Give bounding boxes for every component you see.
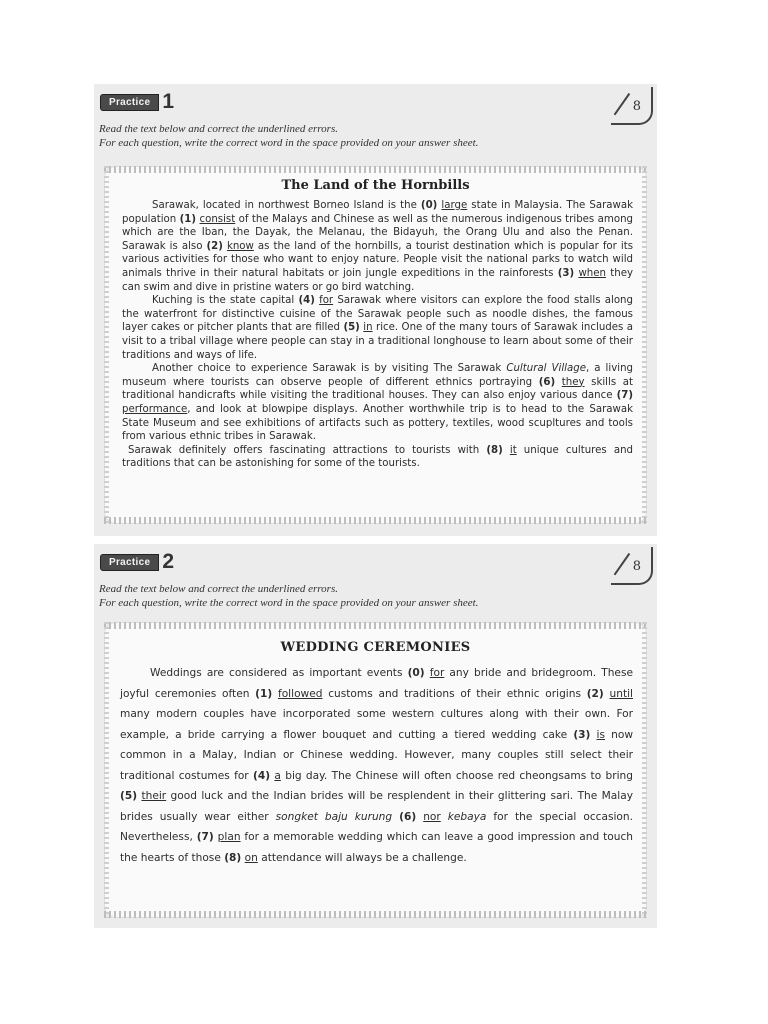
instruction-line-2: For each question, write the correct word in the space provided on your answer sheet. [99, 597, 479, 609]
question-number: (2) [586, 687, 604, 700]
panel-right-border [642, 166, 647, 524]
text-run: of the Malays and Chinese as well as the numerous indigenous tribes among which are the Iban, the Dayak, the Melanau, the Bidayuh, the Orang Ulu and also the Penan. Sarawak is also [122, 213, 633, 252]
practice-1-section [94, 84, 657, 536]
score-total: 8 [632, 559, 641, 574]
underlined-error: know [226, 240, 254, 252]
italic-term: Cultural Village [506, 363, 586, 375]
text-run: , a living museum where tourists can observe people of different ethnics portraying [122, 363, 634, 388]
paragraph [120, 663, 633, 868]
instruction-line-1: Read the text below and correct the underlined errors. [99, 583, 338, 595]
panel-bottom-border [104, 517, 647, 524]
question-number: (5) [343, 322, 360, 334]
question-number: (6) [538, 376, 556, 388]
underlined-error: plan [217, 831, 241, 843]
question-number: (4) [298, 295, 315, 307]
question-number: (7) [196, 831, 214, 843]
text-run: rice. One of the many tours of Sarawak includes a visit to a tribal village where people can stay in a traditional longhouse to learn about some of their traditions and ways of life. [122, 322, 633, 361]
paragraph [122, 199, 633, 294]
italic-term: songket baju kurung [275, 810, 393, 823]
practice-1-tag [100, 90, 175, 113]
underlined-error: for [319, 295, 334, 307]
instruction-line-1: Read the text below and correct the underlined errors. [99, 123, 338, 135]
practice-2-tag [100, 550, 175, 573]
question-number: (0) [420, 200, 438, 211]
underlined-error: consist [199, 213, 236, 225]
paragraph [122, 362, 633, 444]
underlined-error: performance [122, 403, 188, 415]
question-number: (2) [206, 240, 223, 252]
panel-right-border [642, 622, 647, 918]
text-run: for the special occasion. Nevertheless, [120, 810, 633, 843]
question-number: (3) [573, 728, 591, 741]
practice-label: Practice [100, 94, 159, 111]
underlined-error: is [596, 728, 605, 741]
paragraph [122, 444, 633, 471]
score-slash-icon [614, 93, 630, 115]
passage-text [104, 655, 647, 868]
passage-title: The Land of the Hornbills [281, 178, 470, 193]
underlined-error: they [561, 376, 585, 388]
underlined-error: their [141, 790, 167, 802]
underlined-error: until [609, 687, 633, 700]
underlined-error: when [578, 267, 606, 279]
question-number: (5) [120, 790, 138, 802]
practice-number: 1 [162, 90, 175, 113]
practice-2-section [94, 544, 657, 928]
text-run: unique cultures and traditions that can be astonishing for some of the tourists. [122, 444, 633, 470]
passage-title: WEDDING CEREMONIES [280, 640, 471, 655]
practice-number: 2 [162, 550, 175, 573]
paragraph [122, 294, 633, 362]
instruction-line-2: For each question, write the correct word in the space provided on your answer sheet. [99, 137, 479, 149]
passage-panel [104, 622, 647, 918]
practice-1-header [94, 84, 657, 122]
text-run: skills at traditional handicrafts while visiting the traditional houses. They can also enjoy various dance [122, 376, 633, 402]
text-run: Another choice to experience Sarawak is by visiting The Sarawak [152, 363, 507, 375]
text-run: Kuching is the state capital [152, 295, 299, 307]
question-number: (1) [179, 213, 197, 225]
text-run [441, 811, 448, 823]
text-run [555, 377, 562, 388]
question-number: (0) [407, 667, 425, 679]
score-box [611, 547, 653, 585]
underlined-error: for [429, 667, 445, 679]
underlined-error: large [441, 200, 468, 211]
practice-label: Practice [100, 554, 159, 571]
text-run: good luck and the Indian brides will be resplendent in their glittering sari. The Malay brides usually wear either [120, 790, 633, 823]
question-number: (3) [557, 267, 575, 279]
italic-term: kebaya [447, 810, 487, 823]
score-total: 8 [632, 99, 641, 114]
question-number: (1) [255, 687, 273, 700]
underlined-error: followed [277, 687, 323, 700]
text-run: many modern couples have incorporated some western cultures along with their own. For example, a bride carrying a flower bouquet and cutting a tiered wedding cake [120, 708, 633, 741]
text-run [503, 445, 510, 456]
underlined-error: a [274, 769, 281, 782]
text-run: Weddings are considered as important events [150, 667, 408, 679]
text-run: state in Malaysia. The Sarawak population [122, 200, 633, 225]
text-run: customs and traditions of their ethnic origins [322, 687, 587, 700]
text-run: Sarawak definitely offers fascinating attractions to tourists with [128, 444, 487, 456]
text-run: Sarawak where visitors can explore the food stalls along the waterfront for distinctive cuisine of the Sarawak people such as noodle dishes, the famous layer cakes or pitcher plants that are filled [122, 295, 633, 334]
underlined-error: it [509, 444, 517, 456]
underlined-error: in [363, 322, 373, 334]
question-number: (8) [224, 851, 242, 864]
score-slash-icon [614, 553, 630, 575]
panel-bottom-border [104, 911, 647, 918]
panel-top-border [104, 166, 647, 173]
text-run: for a memorable wedding which can leave a good impression and touch the hearts of those [120, 831, 633, 864]
passage-panel [104, 166, 647, 524]
practice-2-header [94, 544, 657, 582]
text-run: as the land of the hornbills, a tourist destination which is popular for its various activities for those who want to enjoy nature. People visit the national parks to watch wild animals thrive in their natural habitats or join jungle expeditions in the rainforests [122, 240, 633, 279]
panel-left-border [104, 166, 109, 524]
panel-left-border [104, 622, 109, 918]
question-number: (6) [399, 810, 417, 823]
score-box [611, 87, 653, 125]
text-run: , and look at blowpipe displays. Another worthwhile trip is to head to the Sarawak State Museum and see exhibitions of artifacts such as pottery, textiles, wood scupltures and tools from various ethnic tribes in Sarawak. [122, 403, 633, 443]
question-number: (8) [486, 444, 503, 456]
question-number: (7) [616, 390, 633, 402]
text-run: attendance will always be a challenge. [257, 851, 467, 864]
text-run: Sarawak, located in northwest Borneo Island is the [152, 200, 421, 211]
underlined-error: nor [423, 810, 441, 823]
underlined-error: on [244, 851, 258, 864]
text-run: they can swim and dive in pristine waters or go bird watching. [122, 267, 633, 293]
text-run: now common in a Malay, Indian or Chinese wedding. However, many couples still select their traditional costumes for [120, 728, 633, 782]
panel-top-border [104, 622, 647, 629]
passage-text [104, 193, 647, 471]
text-run: big day. The Chinese will often choose red cheongsams to bring [280, 769, 633, 782]
question-number: (4) [253, 769, 271, 782]
text-run: any bride and bridegroom. These joyful ceremonies often [120, 667, 633, 700]
